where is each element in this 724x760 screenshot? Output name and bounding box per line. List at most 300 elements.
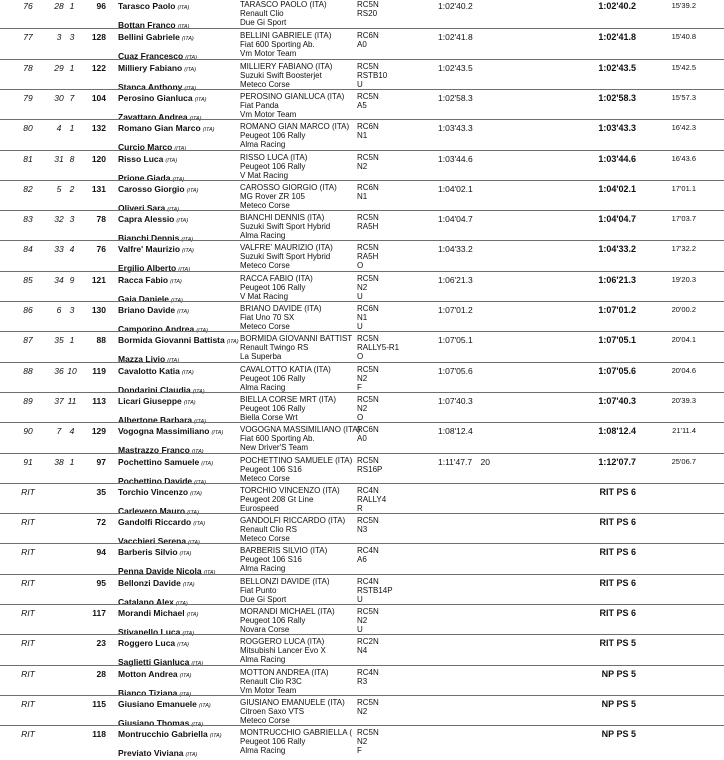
- class-rank-cell: 37: [54, 395, 64, 406]
- class-rank-cell: 5: [56, 183, 62, 194]
- table-row: [0, 59, 724, 92]
- class-cell: [357, 365, 379, 392]
- car-entrant-cell: [240, 153, 307, 180]
- class-cell: [357, 637, 379, 655]
- car-number-cell: 76: [96, 244, 106, 255]
- position-cell: 89: [23, 395, 33, 406]
- class-rank-cell: 28: [54, 1, 64, 11]
- codriver-nationality: (ITA): [191, 661, 204, 668]
- driver-nationality: (ITA): [202, 127, 215, 134]
- codriver-name: Stanca Anthony: [118, 81, 183, 92]
- driver-nationality: (ITA): [179, 672, 192, 679]
- table-row: [0, 665, 724, 698]
- class-rank-cell: 38: [54, 456, 64, 467]
- codriver-nationality: (ITA): [171, 297, 183, 304]
- class-line: RC5N: [357, 334, 379, 344]
- class-cell: [357, 546, 379, 564]
- total-time-cell: 1:02'41.8: [598, 32, 636, 43]
- car-line: La Superba: [240, 352, 282, 362]
- class-line: O: [357, 412, 364, 422]
- class-rank-cell: 35: [54, 335, 64, 346]
- driver-cell: [118, 517, 205, 529]
- codriver-name: Oliveri Sara: [118, 202, 166, 213]
- codriver-nationality: (ITA): [196, 328, 209, 334]
- codriver-name: Previato Viviana: [118, 748, 184, 759]
- driver-name: Risso Luca: [118, 153, 164, 164]
- driver-nationality: (ITA): [182, 581, 195, 588]
- class-line: N2: [357, 403, 368, 413]
- position-cell: 87: [23, 335, 33, 346]
- car-line: Novara Corse: [240, 625, 290, 634]
- driver-cell: [118, 457, 213, 469]
- driver-cell: [118, 63, 196, 75]
- class-cell: [357, 395, 379, 422]
- class-rank-cell: 4: [56, 123, 62, 134]
- class-line: U: [357, 79, 363, 89]
- table-row: [0, 725, 724, 759]
- driver-cell: [118, 123, 214, 135]
- class-line: N1: [357, 131, 368, 141]
- codriver-name: Giusiano Thomas: [118, 717, 190, 728]
- class-line: RC5N: [357, 455, 379, 465]
- class-rank-cell: 32: [54, 214, 64, 225]
- codriver-nationality: (ITA): [181, 237, 194, 244]
- codriver-name: Stivanello Luca: [118, 627, 181, 637]
- driver-nationality: (ITA): [193, 521, 206, 528]
- time-cell: 1:02'40.2: [438, 1, 473, 11]
- car-line: Eurospeed: [240, 503, 279, 513]
- car-line: Renault Clio R3C: [240, 676, 302, 686]
- class-line: RC5N: [357, 61, 379, 71]
- car-number-cell: 120: [91, 153, 106, 164]
- car-number-cell: 118: [92, 729, 106, 740]
- class-cell: [357, 0, 379, 18]
- driver-name: Bormida Giovanni Battista: [118, 335, 225, 346]
- driver-name: Vogogna Massimiliano: [118, 426, 210, 437]
- driver-name: Carosso Giorgio: [118, 183, 185, 194]
- class-line: RC2N: [357, 637, 379, 647]
- table-row: [0, 453, 724, 486]
- total-time-cell: 1:03'43.3: [598, 123, 636, 134]
- car-entrant-cell: [240, 395, 336, 422]
- car-number-cell: 132: [91, 123, 106, 134]
- class-rank-cell: 29: [54, 62, 64, 73]
- codriver-nationality: (ITA): [167, 358, 180, 365]
- gap-cell: 20'04.6: [671, 365, 696, 375]
- class-line: RA5H: [357, 252, 379, 262]
- car-number-cell: 97: [96, 456, 106, 467]
- driver-cell: [118, 608, 198, 620]
- table-row: [0, 0, 724, 28]
- driver-nationality: (ITA): [165, 157, 178, 164]
- codriver-nationality: (ITA): [185, 752, 198, 759]
- car-number-cell: 119: [92, 365, 106, 376]
- driver-nationality: (ITA): [177, 5, 190, 11]
- car-line: Alma Racing: [240, 655, 286, 665]
- class-line: RC6N: [357, 425, 379, 435]
- driver-nationality: (ITA): [201, 460, 214, 467]
- table-row: [0, 119, 724, 153]
- position-cell: 91: [23, 456, 33, 467]
- class-cell: [357, 213, 379, 231]
- class-cell: [357, 153, 379, 171]
- table-row: [0, 271, 724, 304]
- class-line: U: [357, 594, 363, 604]
- driver-nationality: (ITA): [182, 248, 194, 255]
- car-entrant-cell: [240, 62, 332, 89]
- position-cell: 83: [23, 214, 33, 225]
- car-entrant-cell: [240, 122, 349, 149]
- driver-cell: [118, 214, 188, 226]
- total-time-cell: 1:12'07.7: [598, 456, 636, 467]
- car-line: Peugeot 106 S16: [240, 555, 302, 565]
- class-line: RS20: [357, 9, 378, 18]
- table-row: [0, 392, 724, 425]
- car-line: CAVALOTTO KATIA (ITA): [240, 364, 331, 374]
- car-line: Renault Clio: [240, 9, 284, 18]
- class-line: O: [357, 261, 364, 271]
- group-rank-cell: 3: [69, 214, 75, 225]
- position-cell: RIT: [21, 547, 35, 558]
- driver-name: Perosino Gianluca: [118, 92, 193, 103]
- table-row: [0, 422, 724, 456]
- driver-name: Capra Alessio: [118, 214, 175, 225]
- class-line: F: [357, 746, 362, 756]
- position-cell: RIT: [21, 698, 35, 709]
- codriver-nationality: (ITA): [178, 267, 191, 274]
- car-line: Alma Racing: [240, 231, 286, 241]
- gap-cell: 20'00.2: [671, 305, 696, 314]
- car-line: Suzuki Swift Boosterjet: [240, 70, 322, 80]
- class-line: O: [357, 352, 364, 362]
- car-number-cell: 72: [96, 517, 106, 528]
- class-line: U: [357, 291, 363, 301]
- codriver-nationality: (ITA): [175, 600, 188, 607]
- class-line: RC5N: [357, 91, 379, 101]
- driver-name: Romano Gian Marco: [118, 123, 201, 134]
- driver-name: Pochettino Samuele: [118, 456, 200, 467]
- total-time-cell: 1:02'43.5: [598, 62, 636, 73]
- class-line: RA5H: [357, 222, 379, 232]
- codriver-nationality: (ITA): [194, 479, 206, 486]
- car-line: Meteco Corse: [240, 473, 290, 483]
- class-line: U: [357, 322, 363, 331]
- group-rank-cell: 1: [69, 62, 75, 73]
- class-cell: [357, 243, 379, 270]
- car-line: Meteco Corse: [240, 261, 290, 271]
- car-entrant-cell: [240, 728, 352, 755]
- group-rank-cell: 1: [69, 335, 75, 346]
- driver-cell: [118, 547, 191, 559]
- table-row: [0, 574, 724, 607]
- car-line: POCHETTINO SAMUELE (ITA): [240, 455, 353, 465]
- total-time-cell: 1:08'12.4: [598, 426, 636, 437]
- gap-cell: 20'39.3: [671, 395, 696, 405]
- total-time-cell: 1:07'05.1: [598, 335, 636, 346]
- class-cell: [357, 425, 379, 443]
- driver-name: Gandolfi Riccardo: [118, 517, 192, 528]
- car-number-cell: 131: [91, 183, 106, 194]
- driver-nationality: (ITA): [179, 551, 192, 558]
- table-row: [0, 28, 724, 62]
- codriver-nationality: (ITA): [188, 540, 200, 547]
- car-entrant-cell: [240, 668, 329, 695]
- codriver-cell: [118, 748, 197, 760]
- class-line: RALLY5-R1: [357, 343, 400, 353]
- table-row: [0, 513, 724, 547]
- time-cell: 1:08'12.4: [438, 426, 473, 437]
- total-time-cell: 1:07'40.3: [598, 395, 636, 406]
- codriver-nationality: (ITA): [194, 418, 206, 425]
- driver-cell: [118, 396, 196, 408]
- position-cell: RIT: [21, 668, 35, 679]
- total-time-cell: 1:04'02.1: [598, 183, 636, 194]
- car-number-cell: 121: [91, 274, 106, 285]
- car-line: RACCA FABIO (ITA): [240, 273, 313, 283]
- class-line: RC5N: [357, 394, 379, 404]
- car-line: Renault Twingo RS: [240, 343, 309, 353]
- car-entrant-cell: [240, 304, 322, 331]
- car-number-cell: 28: [96, 668, 106, 679]
- driver-cell: [118, 1, 189, 13]
- car-line: Due Gi Sport: [240, 18, 287, 27]
- driver-name: Licari Giuseppe: [118, 395, 182, 406]
- gap-cell: 17'32.2: [671, 244, 696, 254]
- gap-cell: 15'57.3: [671, 92, 696, 102]
- car-number-cell: 130: [91, 305, 106, 315]
- total-time-cell: 1:02'58.3: [598, 92, 636, 103]
- car-line: Suzuki Swift Sport Hybrid: [240, 222, 331, 232]
- class-cell: [357, 456, 382, 474]
- total-time-cell: 1:07'05.6: [598, 365, 636, 376]
- table-row: [0, 634, 724, 668]
- driver-cell: [118, 729, 222, 741]
- class-cell: [357, 62, 387, 89]
- gap-cell: 19'20.3: [671, 274, 696, 284]
- car-line: Meteco Corse: [240, 715, 290, 725]
- codriver-name: Camporino Andrea: [118, 324, 195, 334]
- codriver-nationality: (ITA): [184, 85, 197, 92]
- codriver-nationality: (ITA): [182, 631, 195, 637]
- total-time-cell: RIT PS 6: [599, 608, 636, 618]
- car-line: Alma Racing: [240, 382, 286, 392]
- driver-nationality: (ITA): [209, 733, 222, 740]
- table-row: [0, 301, 724, 334]
- car-entrant-cell: [240, 486, 340, 513]
- codriver-name: Pochettino Davide: [118, 475, 193, 486]
- car-line: Meteco Corse: [240, 534, 290, 544]
- driver-name: Bellonzi Davide: [118, 577, 181, 588]
- class-cell: [357, 577, 393, 604]
- group-rank-cell: 10: [67, 365, 77, 376]
- gap-cell: 20'04.1: [671, 335, 696, 345]
- class-line: F: [357, 382, 362, 392]
- car-number-cell: 78: [96, 214, 106, 225]
- driver-name: Racca Fabio: [118, 274, 169, 285]
- car-line: BELLINI GABRIELE (ITA): [240, 31, 332, 41]
- class-line: RC6N: [357, 122, 379, 132]
- gap-cell: 17'01.1: [671, 183, 696, 193]
- class-rank-cell: 6: [56, 305, 62, 315]
- class-line: U: [357, 625, 363, 634]
- penalty-cell: 20: [480, 456, 490, 467]
- class-cell: [357, 668, 379, 686]
- group-rank-cell: 2: [69, 183, 75, 194]
- codriver-nationality: (ITA): [203, 570, 216, 577]
- position-cell: RIT: [21, 486, 35, 497]
- codriver-name: Zavattaro Andrea: [118, 111, 188, 122]
- car-line: BIELLA CORSE MRT (ITA): [240, 394, 337, 404]
- gap-cell: 15'42.5: [671, 62, 696, 72]
- total-time-cell: RIT PS 6: [599, 517, 636, 528]
- car-entrant-cell: [240, 577, 330, 604]
- time-cell: 1:04'04.7: [438, 214, 473, 225]
- driver-nationality: (ITA): [194, 96, 207, 103]
- car-line: Citroen Saxo VTS: [240, 706, 305, 716]
- driver-cell: [118, 669, 191, 681]
- car-number-cell: 129: [91, 426, 106, 437]
- car-entrant-cell: [240, 334, 352, 361]
- driver-nationality: (ITA): [190, 490, 202, 497]
- time-cell: 1:02'58.3: [438, 92, 473, 103]
- time-cell: 1:04'02.1: [438, 183, 473, 194]
- group-rank-cell: 11: [67, 395, 77, 406]
- class-line: RS16P: [357, 464, 383, 474]
- total-time-cell: RIT PS 6: [599, 577, 636, 588]
- time-cell: 1:04'33.2: [438, 244, 473, 255]
- driver-name: Milliery Fabiano: [118, 62, 183, 73]
- car-line: GIUSIANO EMANUELE (ITA): [240, 697, 345, 707]
- car-line: MG Rover ZR 105: [240, 191, 305, 201]
- codriver-name: Albertone Barbara: [118, 414, 193, 425]
- car-number-cell: 23: [96, 638, 106, 649]
- group-rank-cell: 3: [69, 32, 75, 43]
- car-line: GANDOLFI RICCARDO (ITA): [240, 516, 346, 526]
- class-cell: [357, 183, 379, 201]
- car-line: MORANDI MICHAEL (ITA): [240, 607, 335, 616]
- total-time-cell: RIT PS 5: [599, 638, 636, 649]
- group-rank-cell: 4: [69, 244, 75, 255]
- codriver-nationality: (ITA): [167, 206, 180, 213]
- codriver-nationality: (ITA): [191, 449, 204, 456]
- driver-name: Giusiano Emanuele: [118, 698, 197, 709]
- codriver-name: Bottan Franco: [118, 20, 176, 30]
- codriver-name: Penna Davide Nicola: [118, 566, 202, 577]
- time-cell: 1:03'44.6: [438, 153, 473, 164]
- codriver-nationality: (ITA): [185, 55, 198, 62]
- class-line: RSTB14P: [357, 585, 393, 595]
- car-line: MILLIERY FABIANO (ITA): [240, 61, 333, 71]
- group-rank-cell: 8: [69, 153, 75, 164]
- position-cell: 80: [23, 123, 33, 134]
- class-rank-cell: 7: [56, 426, 62, 437]
- position-cell: 90: [23, 426, 33, 437]
- car-number-cell: 113: [92, 395, 106, 406]
- driver-cell: [118, 426, 223, 438]
- car-line: Due Gi Sport: [240, 594, 287, 604]
- group-rank-cell: 1: [69, 123, 75, 134]
- total-time-cell: NP PS 5: [601, 698, 636, 709]
- position-cell: 88: [23, 365, 33, 376]
- driver-cell: [118, 154, 177, 166]
- car-entrant-cell: [240, 456, 352, 483]
- codriver-nationality: (ITA): [174, 146, 187, 153]
- car-number-cell: 128: [91, 32, 106, 43]
- codriver-nationality: (ITA): [187, 509, 199, 516]
- position-cell: 76: [23, 1, 33, 11]
- class-line: A0: [357, 40, 367, 50]
- table-row: [0, 362, 724, 395]
- car-line: Meteco Corse: [240, 79, 290, 89]
- total-time-cell: NP PS 5: [601, 729, 636, 740]
- time-cell: 1:03'43.3: [438, 123, 473, 134]
- driver-nationality: (ITA): [177, 642, 189, 649]
- time-cell: 1:02'43.5: [438, 62, 473, 73]
- car-entrant-cell: [240, 183, 337, 210]
- codriver-nationality: (ITA): [191, 721, 204, 728]
- class-rank-cell: 36: [54, 365, 64, 376]
- class-cell: [357, 31, 379, 49]
- time-cell: 1:07'05.1: [438, 335, 473, 346]
- driver-cell: [118, 578, 195, 590]
- car-entrant-cell: [240, 92, 344, 119]
- driver-cell: [118, 487, 202, 499]
- class-line: N1: [357, 313, 368, 322]
- codriver-name: Bianco Tiziana: [118, 687, 178, 698]
- total-time-cell: 1:04'33.2: [598, 244, 636, 255]
- table-row: [0, 331, 724, 365]
- codriver-name: Vacchieri Serena: [118, 536, 187, 547]
- car-line: Peugeot 106 Rally: [240, 161, 306, 171]
- time-cell: 1:06'21.3: [438, 274, 473, 285]
- car-line: RISSO LUCA (ITA): [240, 152, 308, 162]
- class-cell: [357, 92, 379, 110]
- codriver-nationality: (ITA): [192, 388, 205, 395]
- car-line: Vm Motor Team: [240, 685, 297, 695]
- car-number-cell: 96: [96, 1, 106, 11]
- driver-nationality: (ITA): [186, 187, 199, 194]
- class-line: RC5N: [357, 728, 379, 738]
- position-cell: 85: [23, 274, 33, 285]
- position-cell: 78: [23, 62, 33, 73]
- car-line: Vm Motor Team: [240, 49, 297, 59]
- car-number-cell: 115: [92, 698, 106, 709]
- car-line: Fiat Uno 70 SX: [240, 313, 295, 322]
- car-entrant-cell: [240, 607, 335, 634]
- driver-name: Motton Andrea: [118, 668, 178, 679]
- table-row: [0, 150, 724, 183]
- car-number-cell: 88: [96, 335, 106, 346]
- codriver-name: Bianchi Dennis: [118, 233, 180, 244]
- class-line: N1: [357, 191, 368, 201]
- driver-nationality: (ITA): [211, 430, 224, 437]
- driver-name: Morandi Michael: [118, 608, 185, 618]
- driver-nationality: (ITA): [177, 309, 189, 315]
- driver-name: Briano Davide: [118, 305, 176, 315]
- position-cell: RIT: [21, 517, 35, 528]
- car-number-cell: 117: [92, 608, 106, 618]
- class-rank-cell: 31: [54, 153, 64, 164]
- car-line: BORMIDA GIOVANNI BATTIST: [240, 334, 353, 344]
- car-line: Meteco Corse: [240, 200, 290, 210]
- total-time-cell: 1:04'04.7: [598, 214, 636, 225]
- class-line: RSTB10: [357, 70, 388, 80]
- codriver-name: Saglietti Gianluca: [118, 657, 190, 668]
- driver-cell: [118, 93, 206, 105]
- total-time-cell: NP PS 5: [601, 668, 636, 679]
- car-line: Peugeot 208 Gt Line: [240, 494, 314, 504]
- codriver-name: Ergilio Alberto: [118, 263, 177, 274]
